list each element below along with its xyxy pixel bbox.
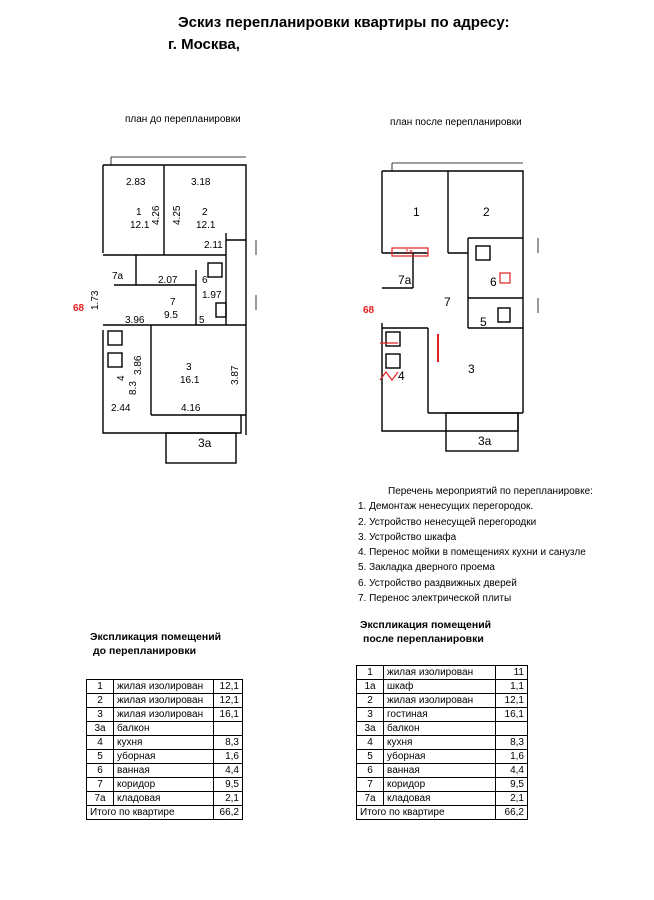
before-bath-dim: 2.11: [204, 240, 223, 251]
floor-plan-before: [73, 145, 286, 465]
explication-before-title-line1: Экспликация помещений: [90, 631, 222, 643]
cell-num: 5: [87, 750, 114, 764]
before-hall-dim: 2.07: [158, 275, 178, 286]
table-row: [87, 694, 243, 708]
explication-after-table: [356, 665, 528, 820]
explication-before-title: [90, 630, 221, 658]
cell-num: 1: [87, 680, 114, 694]
after-side-marker: 68: [363, 305, 375, 316]
after-r2: 2: [483, 205, 490, 219]
floor-plan-after: [363, 158, 548, 458]
table-row: [357, 736, 528, 750]
before-r7-area: 9.5: [164, 310, 178, 321]
table-row: [357, 708, 528, 722]
table-total-row: [87, 806, 243, 820]
explication-before-table: [86, 679, 243, 820]
table-row: [87, 736, 243, 750]
after-balcony-label: 3а: [478, 434, 492, 448]
before-r4-dim-side: 3.86: [133, 355, 144, 375]
cell-num: 6: [87, 764, 114, 778]
cell-area: 9,5: [496, 778, 528, 792]
cell-area: 1,1: [496, 680, 528, 694]
after-r7a: 7а: [398, 273, 412, 287]
cell-num: 6: [357, 764, 384, 778]
cell-num: 3: [357, 708, 384, 722]
cell-num: 7: [357, 778, 384, 792]
cell-area: [214, 722, 243, 736]
cell-name: ванная: [384, 764, 496, 778]
cell-num: 7: [87, 778, 114, 792]
before-r2-num: 2: [202, 207, 208, 218]
before-r5: 5: [199, 315, 205, 326]
measure-item: 5. Закладка дверного проема: [358, 562, 495, 574]
cell-area: [496, 722, 528, 736]
cell-area: 16,1: [496, 708, 528, 722]
before-r3-area: 16.1: [180, 375, 200, 386]
cell-num: 7а: [357, 792, 384, 806]
before-r6: 6: [202, 275, 208, 286]
table-total-row: [357, 806, 528, 820]
cell-area: 8,3: [496, 736, 528, 750]
table-row: [357, 764, 528, 778]
cell-name: уборная: [114, 750, 214, 764]
cell-area: 4,4: [214, 764, 243, 778]
cell-area: 16,1: [214, 708, 243, 722]
table-row: [87, 680, 243, 694]
cell-num: 1а: [357, 680, 384, 694]
cell-num: 3а: [87, 722, 114, 736]
total-label: Итого по квартире: [87, 806, 214, 820]
cell-name: кухня: [384, 736, 496, 750]
cell-num: 2: [357, 694, 384, 708]
cell-area: 2,1: [214, 792, 243, 806]
cell-name: балкон: [114, 722, 214, 736]
after-r4: 4: [398, 369, 405, 383]
measure-item: 6. Устройство раздвижных дверей: [358, 577, 517, 589]
cell-name: балкон: [384, 722, 496, 736]
before-r3-dim-bottom: 4.16: [181, 403, 201, 414]
measure-item: 1. Демонтаж ненесущих перегородок.: [358, 501, 534, 513]
cell-area: 9,5: [214, 778, 243, 792]
before-r4-dim-bottom: 2.44: [111, 403, 131, 414]
table-row: [357, 778, 528, 792]
cell-num: 4: [87, 736, 114, 750]
before-r3-num: 3: [186, 362, 192, 373]
after-r1: 1: [413, 205, 420, 219]
before-hall-dim2: 3.96: [125, 315, 145, 326]
cell-area: 12,1: [214, 694, 243, 708]
total-label: Итого по квартире: [357, 806, 496, 820]
cell-area: 2,1: [496, 792, 528, 806]
measure-item: 2. Устройство ненесущей перегородки: [358, 516, 537, 528]
total-value: 66,2: [214, 806, 243, 820]
before-r2-area: 12.1: [196, 220, 216, 231]
cell-area: 8,3: [214, 736, 243, 750]
cell-name: коридор: [114, 778, 214, 792]
cell-num: 4: [357, 736, 384, 750]
table-row: [357, 750, 528, 764]
cell-num: 7а: [87, 792, 114, 806]
before-r7a: 7а: [112, 271, 124, 282]
cell-name: гостиная: [384, 708, 496, 722]
after-r5: 5: [480, 315, 487, 329]
cell-name: жилая изолирован: [384, 666, 496, 680]
explication-after-title-line1: Экспликация помещений: [360, 619, 492, 631]
before-r4-area: 8.3: [128, 381, 139, 395]
table-row: [357, 666, 528, 680]
cell-name: жилая изолирован: [114, 694, 214, 708]
table-row: [87, 764, 243, 778]
cell-num: 2: [87, 694, 114, 708]
cell-name: кладовая: [384, 792, 496, 806]
after-r3: 3: [468, 362, 475, 376]
plan-after-caption: план после перепланировки: [390, 117, 522, 128]
before-r2-dim-top: 3.18: [191, 177, 211, 188]
cell-name: жилая изолирован: [114, 680, 214, 694]
before-r4-num: 4: [116, 375, 127, 381]
cell-name: жилая изолирован: [384, 694, 496, 708]
before-r3-dim-side: 3.87: [230, 365, 241, 385]
cell-name: жилая изолирован: [114, 708, 214, 722]
before-r1-num: 1: [136, 207, 142, 218]
document-city: г. Москва,: [168, 36, 240, 53]
explication-before-title-line2: до перепланировки: [93, 645, 197, 657]
before-r1-dim-top: 2.83: [126, 177, 146, 188]
cell-name: коридор: [384, 778, 496, 792]
table-row: [357, 722, 528, 736]
before-r2-dim-side: 4.25: [172, 205, 183, 225]
table-row: [87, 792, 243, 806]
cell-name: кладовая: [114, 792, 214, 806]
before-r1-area: 12.1: [130, 220, 150, 231]
after-r7: 7: [444, 295, 451, 309]
before-side-marker: 68: [73, 303, 85, 314]
cell-area: 12,1: [496, 694, 528, 708]
measures-title: Перечень мероприятий по перепланировке:: [388, 486, 593, 497]
table-row: [87, 708, 243, 722]
table-row: [87, 750, 243, 764]
table-row: [87, 722, 243, 736]
cell-area: 11: [496, 666, 528, 680]
cell-area: 12,1: [214, 680, 243, 694]
before-balcony-label: 3а: [198, 436, 212, 450]
table-row: [357, 680, 528, 694]
measure-item: 7. Перенос электрической плиты: [358, 593, 512, 605]
cell-area: 1,6: [496, 750, 528, 764]
total-value: 66,2: [496, 806, 528, 820]
table-row: [357, 694, 528, 708]
explication-after-title-line2: после перепланировки: [363, 633, 484, 645]
measure-item: 4. Перенос мойки в помещениях кухни и санузле: [358, 547, 586, 559]
table-row: [357, 792, 528, 806]
measure-item: 3. Устройство шкафа: [358, 531, 457, 543]
cell-name: шкаф: [384, 680, 496, 694]
measures-list: [358, 484, 593, 606]
cell-name: кухня: [114, 736, 214, 750]
cell-num: 3: [87, 708, 114, 722]
cell-name: ванная: [114, 764, 214, 778]
before-r7-num: 7: [170, 297, 176, 308]
before-r1-dim-side: 4.26: [151, 205, 162, 225]
table-row: [87, 778, 243, 792]
cell-num: 3а: [357, 722, 384, 736]
before-wc-dim: 1.97: [202, 290, 222, 301]
before-r7-dim-side: 1.73: [90, 290, 101, 310]
cell-name: уборная: [384, 750, 496, 764]
cell-num: 5: [357, 750, 384, 764]
after-r1a: 1а: [405, 249, 413, 256]
cell-num: 1: [357, 666, 384, 680]
cell-area: 4,4: [496, 764, 528, 778]
cell-area: 1,6: [214, 750, 243, 764]
explication-after-title: [360, 618, 491, 646]
document-title: Эскиз перепланировки квартиры по адресу:: [178, 14, 510, 31]
plan-before-caption: план до перепланировки: [125, 114, 241, 125]
after-r6: 6: [490, 275, 497, 289]
